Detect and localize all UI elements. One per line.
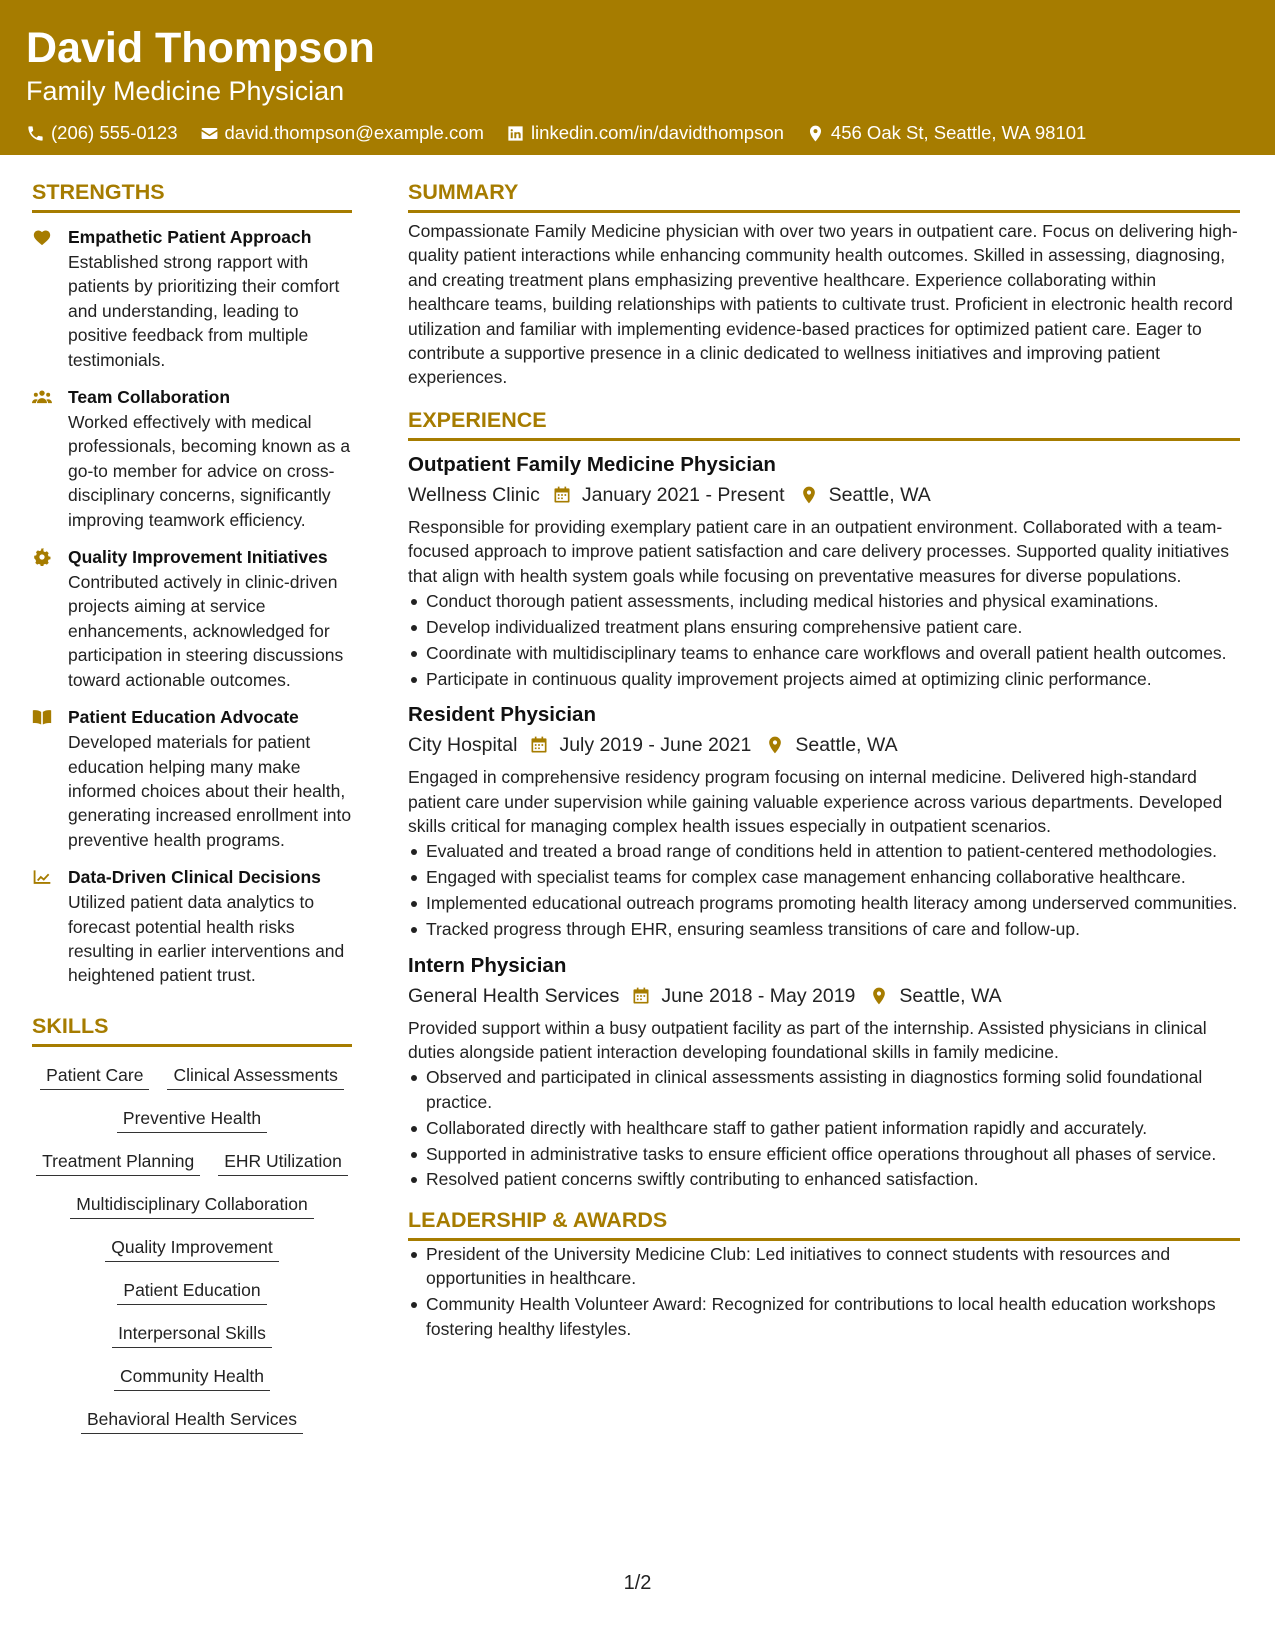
bullet-item: Coordinate with multidisciplinary teams to enhance care workflows and overall patient health outcomes. — [408, 641, 1240, 665]
skills-list — [32, 1063, 352, 1434]
book-open-icon — [32, 708, 52, 726]
users-icon — [32, 388, 52, 406]
envelope-icon — [200, 124, 219, 143]
bullet-item: Collaborated directly with healthcare staff to gather patient information rapidly and accurately. — [408, 1116, 1240, 1140]
job-meta — [408, 731, 1240, 759]
skill-tag: Patient Education — [117, 1278, 266, 1305]
job-meta — [408, 481, 1240, 509]
job-entry — [408, 952, 1240, 1192]
job-meta — [408, 982, 1240, 1010]
skill-tag: Behavioral Health Services — [81, 1407, 303, 1434]
job-location: Seattle, WA — [795, 734, 898, 757]
strength-title: Data-Driven Clinical Decisions — [68, 867, 321, 888]
job-dates: July 2019 - June 2021 — [559, 734, 752, 757]
strength-title: Quality Improvement Initiatives — [68, 547, 328, 568]
job-title: Resident Physician — [408, 703, 596, 727]
leadership-heading: LEADERSHIP & AWARDS — [408, 1206, 1240, 1241]
job-bullets — [408, 839, 1240, 941]
skill-tag: Treatment Planning — [36, 1149, 200, 1176]
skill-tag: Interpersonal Skills — [112, 1321, 272, 1348]
linkedin-text[interactable]: linkedin.com/in/davidthompson — [530, 122, 784, 143]
bullet-item: Conduct thorough patient assessments, including medical histories and physical examinations. — [408, 589, 1240, 613]
map-marker-icon — [799, 485, 819, 505]
address-text: 456 Oak St, Seattle, WA 98101 — [830, 122, 1087, 143]
contact-linkedin[interactable] — [506, 122, 784, 144]
skill-tag: EHR Utilization — [218, 1149, 348, 1176]
strength-title: Patient Education Advocate — [68, 707, 299, 728]
contact-phone — [26, 122, 178, 144]
skill-tag: Multidisciplinary Collaboration — [70, 1192, 314, 1219]
job-title: Intern Physician — [408, 953, 567, 977]
skills-heading: SKILLS — [32, 1012, 352, 1047]
candidate-title: Family Medicine Physician — [26, 76, 345, 106]
skill-tag: Preventive Health — [117, 1106, 267, 1133]
bullet-item: Develop individualized treatment plans ensuring comprehensive patient care. — [408, 615, 1240, 639]
job-title: Outpatient Family Medicine Physician — [408, 452, 776, 476]
skill-tag: Clinical Assessments — [167, 1063, 343, 1090]
job-dates: January 2021 - Present — [581, 483, 785, 506]
chart-line-icon — [32, 868, 52, 886]
candidate-name: David Thompson — [26, 24, 375, 72]
job-description: Provided support within a busy outpatient facility as part of the internship. Assisted physicians in clinical duties alongside patient interaction developing foundational skills in family medicine. — [408, 1017, 1207, 1062]
job-location: Seattle, WA — [828, 483, 931, 506]
heart-icon — [32, 228, 52, 246]
strength-desc: Developed materials for patient education helping many make informed choices about their health, generating increased enrollment into preventive health programs. — [68, 732, 352, 850]
experience-heading: EXPERIENCE — [408, 406, 1240, 441]
leadership-list — [408, 1242, 1240, 1341]
job-dates: June 2018 - May 2019 — [661, 984, 856, 1007]
right-column — [408, 178, 1240, 1343]
strength-title: Team Collaboration — [68, 387, 231, 408]
strength-desc: Established strong rapport with patients by prioritizing their comfort and understanding, leading to positive feedback from multiple testimonials. — [68, 252, 340, 370]
phone-text: (206) 555-0123 — [51, 122, 178, 143]
contact-email[interactable] — [200, 122, 484, 144]
strength-desc: Worked effectively with medical professionals, becoming known as a go-to member for advice on cross-disciplinary concerns, significantly improving teamwork efficiency. — [68, 412, 351, 530]
skill-tag: Quality Improvement — [105, 1235, 278, 1262]
bullet-item: Evaluated and treated a broad range of conditions held in attention to patient-centered methodologies. — [408, 839, 1240, 863]
bullet-item: Engaged with specialist teams for complex case management enhancing collaborative healthcare. — [408, 865, 1240, 889]
skill-tag: Community Health — [114, 1364, 270, 1391]
job-description: Responsible for providing exemplary patient care in an outpatient environment. Collaborated with a team-focused approach to improve patient satisfaction and care delivery processes. Supported quality initiatives that align with health system goals while focusing on preventative measures for diverse populations. — [408, 516, 1230, 586]
bullet-item: Resolved patient concerns swiftly contributing to enhanced satisfaction. — [408, 1167, 1240, 1191]
map-marker-icon — [765, 735, 785, 755]
job-company: City Hospital — [408, 734, 518, 757]
bullet-item: Participate in continuous quality improvement projects aimed at optimizing clinic performance. — [408, 667, 1240, 691]
map-marker-icon — [869, 986, 889, 1006]
strength-item — [32, 865, 352, 988]
bullet-item: Implemented educational outreach programs promoting health literacy among underserved communities. — [408, 891, 1240, 915]
job-bullets — [408, 1065, 1240, 1192]
page-number: 1/2 — [623, 1572, 652, 1594]
summary-text: Compassionate Family Medicine physician with over two years in outpatient care. Focus on delivering high-quality patient interactions while enhancing community health outcomes. Skilled in assessing, diagnosing, and creating treatment plans emphasizing preventive healthcare. Experience collaborating within healthcare teams, building relationships with patients to cultivate trust. Proficient in electronic health record utilization and familiar with implementing evidence-based practices for optimized patient care. Eager to contribute a supportive presence in a clinic dedicated to wellness initiatives and improving patient experiences. — [408, 221, 1238, 388]
left-column — [32, 178, 352, 1434]
job-description: Engaged in comprehensive residency program focusing on internal medicine. Delivered high-standard patient care under supervision while gaining valuable experience across various departments. Developed skills critical for managing complex health issues especially in outpatient scenarios. — [408, 767, 1223, 836]
job-entry — [408, 701, 1240, 941]
contact-address — [806, 122, 1086, 144]
bullet-item: Observed and participated in clinical assessments assisting in diagnostics forming solid foundational practice. — [408, 1065, 1240, 1114]
strength-item — [32, 385, 352, 532]
strength-item — [32, 705, 352, 852]
job-company: Wellness Clinic — [408, 483, 540, 506]
skill-tag: Patient Care — [40, 1063, 149, 1090]
bullet-item: Supported in administrative tasks to ensure efficient office operations throughout all phases of service. — [408, 1142, 1240, 1166]
contact-bar — [26, 122, 1249, 144]
job-company: General Health Services — [408, 984, 620, 1007]
calendar-icon — [631, 986, 651, 1006]
map-marker-icon — [806, 124, 825, 143]
strength-title: Empathetic Patient Approach — [68, 227, 312, 247]
award-item: Community Health Volunteer Award: Recognized for contributions to local health education workshops fostering healthy lifestyles. — [408, 1292, 1240, 1341]
award-item: President of the University Medicine Club: Led initiatives to connect students with resources and opportunities in healthcare. — [408, 1242, 1240, 1291]
strengths-list — [32, 225, 352, 988]
email-text[interactable]: david.thompson@example.com — [224, 122, 484, 143]
job-bullets — [408, 589, 1240, 691]
bullet-item: Tracked progress through EHR, ensuring seamless transitions of care and follow-up. — [408, 917, 1240, 941]
strength-item — [32, 545, 352, 692]
gear-icon — [32, 548, 52, 566]
linkedin-icon — [506, 124, 525, 143]
calendar-icon — [529, 735, 549, 755]
strengths-heading: STRENGTHS — [32, 178, 352, 213]
strength-desc: Contributed actively in clinic-driven projects aiming at service enhancements, acknowledged for participation in steering discussions toward actionable outcomes. — [68, 572, 344, 690]
strength-desc: Utilized patient data analytics to forecast potential health risks resulting in earlier interventions and heightened patient trust. — [68, 892, 345, 986]
resume-header — [0, 0, 1275, 155]
summary-heading: SUMMARY — [408, 178, 1240, 213]
calendar-icon — [552, 485, 572, 505]
job-location: Seattle, WA — [899, 984, 1002, 1007]
strength-item — [32, 225, 352, 372]
phone-icon — [26, 124, 45, 143]
job-entry — [408, 451, 1240, 691]
